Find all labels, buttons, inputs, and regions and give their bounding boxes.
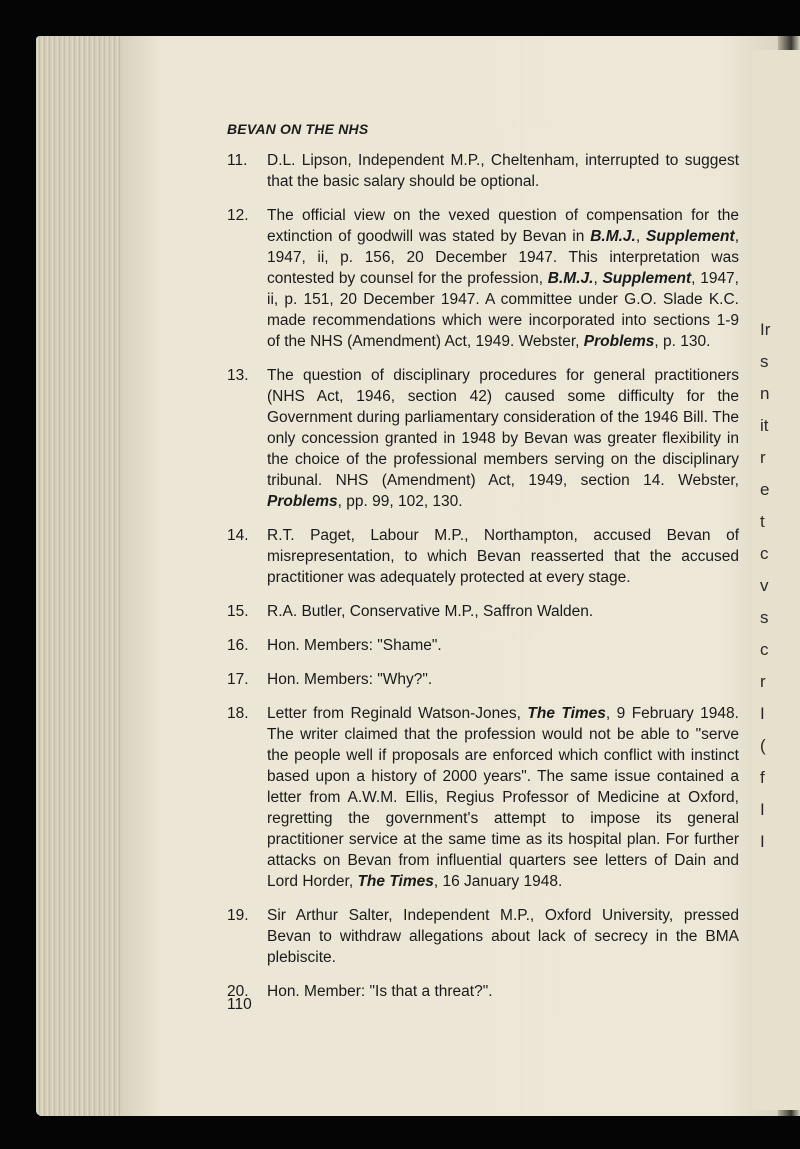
endnote-text: R.A. Butler, Conservative M.P., Saffron Walden.	[267, 603, 594, 620]
endnote	[227, 635, 739, 656]
endnote-number: 14.	[227, 527, 249, 544]
facing-page-text: v	[760, 576, 769, 595]
facing-page-text: c	[760, 544, 769, 563]
facing-page-fragment	[752, 50, 800, 1110]
facing-page-text: c	[760, 640, 769, 659]
endnote-text: Sir Arthur Salter, Independent M.P., Oxford University, pressed Bevan to withdraw allegations about lack of secrecy in the BMA plebiscite.	[267, 907, 739, 966]
endnote-text: R.T. Paget, Labour M.P., Northampton, accused Bevan of misrepresentation, to which Bevan reasserted that the accused practitioner was adequately protected at every stage.	[267, 527, 739, 586]
facing-page-text: (	[760, 736, 766, 755]
endnote	[227, 205, 739, 352]
facing-page-text: r	[760, 448, 766, 467]
endnote-text: The official view on the vexed question of compensation for the extinction of goodwill was stated by Bevan in B.M.J., Supplement, 1947, ii, p. 156, 20 December 1947. This interpretation was contested by counsel for the profession, B.M.J., Supplement, 1947, ii, p. 151, 20 December 1947. A committee under G.O. Slade K.C. made recommendations which were incorporated into sections 1-9 of the NHS (Amendment) Act, 1949. Webster, Problems, p. 130.	[267, 207, 739, 350]
endnote-number: 18.	[227, 705, 249, 722]
page-edges	[36, 36, 126, 1116]
facing-page-text: f	[760, 768, 765, 787]
endnote-text: Hon. Members: "Shame".	[267, 637, 442, 654]
facing-page-text: n	[760, 384, 770, 403]
endnote-text: Letter from Reginald Watson-Jones, The Times, 9 February 1948. The writer claimed that the profession would not be able to "serve the people well if proposals are enforced which conflict with instinct based upon a history of 2000 years". The same issue contained a letter from A.W.M. Ellis, Regius Professor of Medicine at Oxford, regretting the government's attempt to impose its general practitioner service at the same time as its hospital plan. For further attacks on Bevan from influential quarters see letters of Dain and Lord Horder, The Times, 16 January 1948.	[267, 705, 739, 890]
facing-page-text: t	[760, 512, 765, 531]
endnote-number: 13.	[227, 367, 249, 384]
endnote-text: D.L. Lipson, Independent M.P., Cheltenham, interrupted to suggest that the basic salary should be optional.	[267, 152, 739, 190]
endnotes-list	[227, 150, 739, 1015]
page-number: 110	[227, 996, 252, 1013]
running-head: BEVAN ON THE NHS	[227, 121, 369, 137]
endnote-text: Hon. Members: "Why?".	[267, 671, 433, 688]
endnote	[227, 981, 739, 1002]
facing-page-text: I	[760, 704, 765, 723]
facing-page-text: I	[760, 832, 765, 851]
endnote-number: 15.	[227, 603, 249, 620]
endnote-number: 17.	[227, 671, 249, 688]
endnote	[227, 365, 739, 512]
endnote-text: Hon. Member: "Is that a threat?".	[267, 983, 493, 1000]
facing-page-text: it	[760, 416, 769, 435]
facing-page-text: I	[760, 800, 765, 819]
endnote-number: 16.	[227, 637, 249, 654]
endnote	[227, 150, 739, 192]
endnote	[227, 669, 739, 690]
endnote-text: The question of disciplinary procedures for general practitioners (NHS Act, 1946, section 42) caused some difficulty for the Government during parliamentary consideration of the 1946 Bill. The only concession granted in 1948 by Bevan was greater flexibility in the choice of the professional members serving on the disciplinary tribunal. NHS (Amendment) Act, 1949, section 14. Webster, Problems, pp. 99, 102, 130.	[267, 367, 739, 510]
facing-page-text: r	[760, 672, 766, 691]
endnote	[227, 905, 739, 968]
facing-page-text: e	[760, 480, 770, 499]
endnote	[227, 601, 739, 622]
endnote-number: 20.	[227, 983, 249, 1000]
endnote-number: 11.	[227, 152, 248, 169]
endnote	[227, 525, 739, 588]
facing-page-text: s	[760, 352, 769, 371]
endnote-number: 12.	[227, 207, 249, 224]
endnote-number: 19.	[227, 907, 249, 924]
facing-page-text: s	[760, 608, 769, 627]
facing-page-text: Ir	[760, 320, 771, 339]
endnote	[227, 703, 739, 892]
